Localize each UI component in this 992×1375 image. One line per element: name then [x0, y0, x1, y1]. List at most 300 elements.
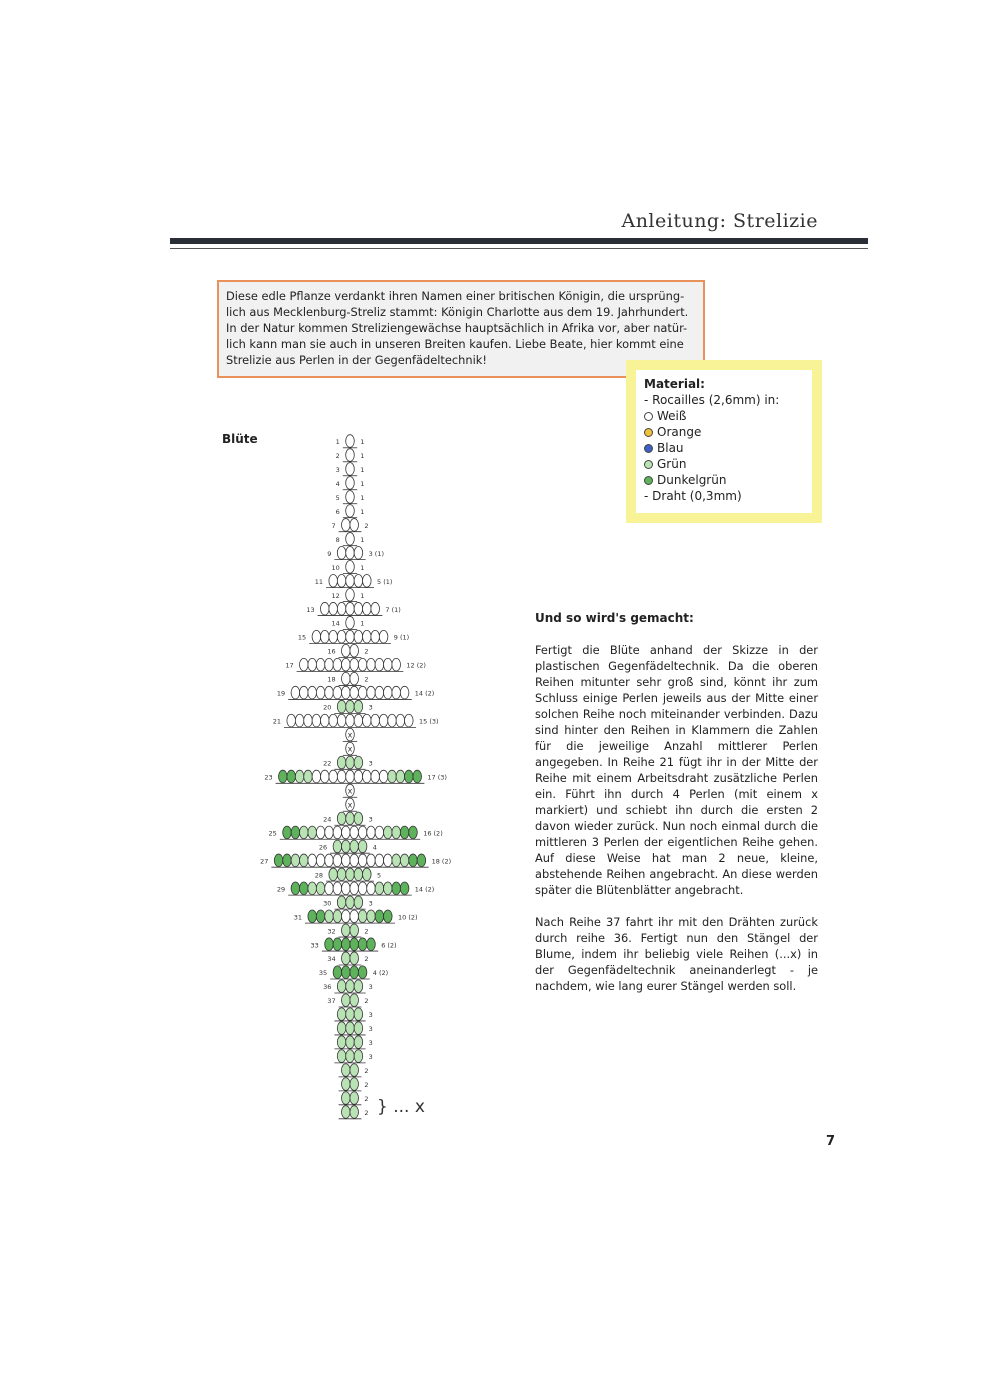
row-number: 8 [335, 535, 340, 544]
bead [337, 770, 346, 783]
bead [287, 714, 296, 727]
page-header-title: Anleitung: Strelizie [621, 210, 818, 232]
bead [346, 435, 355, 448]
row-number: 37 [327, 997, 336, 1006]
row-count: 2 [364, 997, 369, 1006]
bead [363, 770, 372, 783]
bead [375, 882, 384, 895]
bead [312, 630, 321, 643]
bead [333, 882, 342, 895]
bead [346, 561, 355, 574]
row-count: 1 [360, 591, 365, 600]
bead [346, 980, 355, 993]
bead [367, 910, 376, 923]
bead [342, 994, 351, 1007]
bead [358, 826, 367, 839]
bead [337, 812, 346, 825]
bead [342, 658, 351, 671]
bead [358, 686, 367, 699]
bead [329, 574, 338, 587]
row-count: 1 [360, 479, 365, 488]
row-count: 2 [364, 927, 369, 936]
bead [396, 770, 405, 783]
bead [350, 854, 359, 867]
bead [308, 882, 317, 895]
steps-title: Und so wird's gemacht: [535, 611, 694, 625]
bead [354, 980, 363, 993]
bead [358, 854, 367, 867]
bead [346, 477, 355, 490]
bead [333, 840, 342, 853]
bead [346, 1008, 355, 1021]
bead [354, 1036, 363, 1049]
bead [316, 826, 325, 839]
bead [279, 770, 288, 783]
bead [321, 630, 330, 643]
bead [333, 658, 342, 671]
bead [316, 854, 325, 867]
bead [342, 854, 351, 867]
bead [300, 882, 309, 895]
row-count: 14 (2) [414, 689, 435, 698]
bead [346, 547, 355, 560]
row-number: 34 [327, 955, 336, 964]
row-count: 2 [364, 647, 369, 656]
bead [396, 714, 405, 727]
bead [400, 854, 409, 867]
bead [354, 700, 363, 713]
bead [342, 938, 351, 951]
bead [312, 770, 321, 783]
row-count: 3 [368, 899, 373, 908]
row-number: 4 [335, 479, 340, 488]
row-count: 16 (2) [423, 829, 443, 838]
bead [350, 658, 359, 671]
bead [367, 658, 376, 671]
bead [342, 1106, 351, 1119]
row-count: 9 (1) [393, 633, 410, 642]
bead [400, 826, 409, 839]
bead [367, 882, 376, 895]
bead [342, 1078, 351, 1091]
row-number: 30 [323, 899, 332, 908]
bead [354, 770, 363, 783]
row-number: 18 [327, 675, 336, 684]
bead [291, 882, 300, 895]
bead [337, 1036, 346, 1049]
material-wire: - Draht (0,3mm) [644, 489, 742, 503]
bead [350, 1078, 359, 1091]
row-number: 9 [327, 549, 332, 558]
bead [346, 602, 355, 615]
bead [392, 826, 401, 839]
row-count: 2 [364, 1109, 369, 1117]
bead [342, 952, 351, 965]
x-mark: x [347, 744, 353, 754]
bead [300, 826, 309, 839]
row-count: 3 (1) [368, 549, 385, 558]
row-number: 29 [276, 885, 286, 894]
material-color-label: Dunkelgrün [657, 473, 727, 487]
bead [337, 980, 346, 993]
row-count: 6 (2) [381, 941, 397, 950]
bead [312, 714, 321, 727]
row-count: 3 [368, 759, 373, 768]
row-count: 4 [372, 843, 377, 852]
bead [358, 882, 367, 895]
bead [346, 1050, 355, 1063]
bead [321, 770, 330, 783]
bead [350, 994, 359, 1007]
bead [342, 910, 351, 923]
bead [346, 1022, 355, 1035]
bead [358, 840, 367, 853]
material-color-label: Grün [657, 457, 687, 471]
bead [346, 714, 355, 727]
bead [316, 686, 325, 699]
bead [304, 714, 313, 727]
bead [384, 882, 393, 895]
bead [283, 826, 292, 839]
bead [405, 770, 414, 783]
material-rocailles: - Rocailles (2,6mm) in: [644, 393, 780, 407]
row-count: 12 (2) [406, 661, 426, 670]
row-count: 3 [368, 983, 373, 992]
bead [346, 868, 355, 881]
row-count: 3 [368, 815, 373, 824]
row-count: 1 [360, 451, 365, 460]
bead [346, 505, 355, 518]
bead [316, 658, 325, 671]
bead [384, 854, 393, 867]
row-number: 20 [323, 703, 332, 712]
bead [350, 966, 359, 979]
bead [375, 910, 384, 923]
intro-line: lich kann man sie auch in unseren Breiten kaufen. Liebe Beate, hier kommt eine [226, 337, 684, 351]
row-count: 1 [360, 619, 365, 628]
row-count: 2 [364, 1067, 369, 1076]
x-mark: x [347, 786, 353, 796]
bead [358, 938, 367, 951]
row-number: 35 [318, 969, 328, 978]
bead [346, 463, 355, 476]
row-number: 33 [310, 941, 319, 950]
bead [342, 1064, 351, 1077]
bead [346, 574, 355, 587]
row-number: 17 [285, 661, 294, 670]
row-number: 22 [323, 759, 332, 768]
bead [371, 714, 380, 727]
bead [342, 686, 351, 699]
bead [342, 840, 351, 853]
bead [304, 770, 313, 783]
bead [375, 658, 384, 671]
steps-paragraph: Nach Reihe 37 fahrt ihr mit den Drähten zurück durch reihe 36. Fertigt nun den Stängel der Blume, indem ihr beliebig viele Reihen (...x) in der Gegenfädeltechnik aneinanderlegt - je nachdem, wie lang eurer Stängel werden soll. [535, 915, 818, 993]
bead [371, 770, 380, 783]
bead [350, 910, 359, 923]
row-number: 13 [306, 605, 315, 614]
row-number: 7 [331, 521, 336, 530]
row-number: 27 [260, 857, 269, 866]
bead [300, 686, 309, 699]
bead [346, 630, 355, 643]
bead [346, 700, 355, 713]
material-title: Material: [644, 377, 705, 391]
bead [333, 826, 342, 839]
row-number: 31 [293, 913, 302, 922]
bead [400, 882, 409, 895]
bead [350, 1064, 359, 1077]
bead [300, 854, 309, 867]
bead [392, 686, 401, 699]
row-count: 14 (2) [414, 885, 435, 894]
bead [316, 882, 325, 895]
bead [337, 1050, 346, 1063]
bead [274, 854, 283, 867]
bead [329, 630, 338, 643]
row-count: 15 (3) [419, 717, 439, 726]
bead [308, 854, 317, 867]
bead [350, 924, 359, 937]
bead [337, 714, 346, 727]
bead [346, 449, 355, 462]
bead [354, 547, 363, 560]
bead [388, 770, 397, 783]
row-count: 1 [360, 438, 365, 446]
bead [346, 770, 355, 783]
row-count: 1 [360, 563, 365, 572]
bead [337, 868, 346, 881]
bead [333, 854, 342, 867]
x-mark: x [347, 730, 353, 740]
row-count: 3 [368, 703, 373, 712]
bead [375, 686, 384, 699]
bead [283, 854, 292, 867]
bead [342, 519, 351, 532]
row-number: 24 [323, 815, 332, 824]
bead [337, 756, 346, 769]
bead [379, 714, 388, 727]
row-number: 11 [314, 577, 323, 586]
row-count: 2 [364, 955, 369, 964]
bead [291, 854, 300, 867]
bead [325, 938, 334, 951]
bead [367, 686, 376, 699]
bead [342, 1092, 351, 1105]
bead [329, 602, 338, 615]
bead [350, 1106, 359, 1119]
bead [358, 966, 367, 979]
bead [371, 602, 380, 615]
bead [333, 686, 342, 699]
bead [333, 966, 342, 979]
bead [333, 910, 342, 923]
bead [346, 812, 355, 825]
bead [350, 644, 359, 657]
bead [384, 826, 393, 839]
bead [354, 1050, 363, 1063]
bead [308, 910, 317, 923]
bead [308, 658, 317, 671]
intro-line: Diese edle Pflanze verdankt ihren Namen einer britischen Königin, die ursprüng- [226, 289, 685, 303]
row-number: 1 [335, 438, 340, 446]
row-number: 12 [331, 591, 340, 600]
bead [295, 770, 304, 783]
steps-body [535, 642, 818, 1010]
bead [291, 686, 300, 699]
row-number: 14 [331, 619, 340, 628]
bead [354, 714, 363, 727]
row-number: 5 [335, 493, 340, 502]
bead [350, 672, 359, 685]
bead [346, 896, 355, 909]
bead [337, 700, 346, 713]
bead [354, 812, 363, 825]
bead [409, 826, 418, 839]
bead [337, 574, 346, 587]
bead [379, 630, 388, 643]
page-number: 7 [826, 1134, 836, 1149]
bead [346, 756, 355, 769]
bead [363, 630, 372, 643]
bead [321, 714, 330, 727]
bead [325, 658, 334, 671]
intro-line: lich aus Mecklenburg-Streliz stammt: Königin Charlotte aus dem 19. Jahrhundert. [226, 305, 689, 319]
bead [329, 868, 338, 881]
bead [308, 826, 317, 839]
bead [325, 826, 334, 839]
row-number: 28 [314, 871, 323, 880]
bead [346, 533, 355, 546]
bead [363, 868, 372, 881]
row-count: 2 [364, 675, 369, 684]
bead [342, 826, 351, 839]
bead [329, 714, 338, 727]
bead [358, 658, 367, 671]
row-count: 5 (1) [377, 577, 393, 586]
bead [409, 854, 418, 867]
bead [337, 1022, 346, 1035]
row-number: 6 [335, 507, 340, 516]
bead [358, 910, 367, 923]
bead [384, 910, 393, 923]
bead [342, 644, 351, 657]
row-count: 1 [360, 535, 365, 544]
row-number: 19 [276, 689, 286, 698]
bead [367, 854, 376, 867]
bead [354, 630, 363, 643]
bead [350, 519, 359, 532]
row-number: 21 [272, 717, 281, 726]
bead [405, 714, 414, 727]
bead [350, 840, 359, 853]
bead [295, 714, 304, 727]
bead [342, 966, 351, 979]
row-number: 3 [335, 465, 340, 474]
bead [354, 756, 363, 769]
stem-repeat-note: } ... x [377, 1097, 425, 1118]
row-count: 3 [368, 1039, 373, 1048]
row-count: 2 [364, 1095, 369, 1104]
row-count: 1 [360, 465, 365, 474]
bead [287, 770, 296, 783]
row-count: 17 (3) [427, 773, 447, 782]
bead [350, 938, 359, 951]
material-color-label: Weiß [657, 409, 687, 423]
row-count: 5 [377, 871, 382, 880]
bead [363, 602, 372, 615]
intro-line: In der Natur kommen Streliziengewächse hauptsächlich in Afrika vor, aber natür- [226, 321, 688, 335]
row-count: 7 (1) [385, 605, 401, 614]
bead [400, 686, 409, 699]
bead [325, 910, 334, 923]
bead [388, 714, 397, 727]
bead [371, 630, 380, 643]
bead [350, 826, 359, 839]
bead [354, 1008, 363, 1021]
bead [363, 714, 372, 727]
bead [325, 854, 334, 867]
bead [384, 658, 393, 671]
steps-paragraph: Fertigt die Blüte anhand der Skizze in der plastischen Gegenfädeltechnik. Da die oberen Reihen mitunter sehr groß sind, könnt ihr zum Schluss einige Perlen jeweils aus der Mitte einer solchen Reihe noch miteinander verbinden. Dazu sind hinter den Reihen in Klammern die Zahlen für die jeweilige Anzahl mittlerer Perlen angegeben. In Reihe 21 fügt ihr in der Mitte der Reihe mit einem Arbeitsdraht zusätzliche Perlen ein. Führt ihn durch 4 Perlen (mit einem x markiert) und schiebt ihn durch die ersten 2 davon wieder zurück. Nun noch einmal durch die mittleren 3 Perlen der eigentlichen Reihe gehen. Auf diese Weise hat man 2 neue, kleine, abstehende Reihen angebracht. An diese werden später die Blütenblätter angebracht. [535, 643, 818, 897]
bead [350, 952, 359, 965]
bead [300, 658, 309, 671]
bead [354, 574, 363, 587]
bead [346, 491, 355, 504]
section-label-bluete: Blüte [222, 432, 258, 446]
bead [384, 686, 393, 699]
row-number: 15 [297, 633, 307, 642]
bead [367, 826, 376, 839]
bead [413, 770, 422, 783]
row-number: 16 [327, 647, 336, 656]
row-number: 32 [327, 927, 336, 936]
bead [321, 602, 330, 615]
bead [379, 770, 388, 783]
bead [354, 602, 363, 615]
row-number: 25 [268, 829, 277, 838]
bead [392, 882, 401, 895]
bead [367, 938, 376, 951]
row-count: 1 [360, 493, 365, 502]
bead [354, 1022, 363, 1035]
bead [363, 574, 372, 587]
bead [342, 924, 351, 937]
bead [354, 868, 363, 881]
material-color-label: Blau [657, 441, 684, 455]
row-count: 3 [368, 1011, 373, 1020]
row-count: 2 [364, 521, 369, 530]
bead [350, 686, 359, 699]
bead [342, 882, 351, 895]
bead [316, 910, 325, 923]
bead [291, 826, 300, 839]
bead [346, 616, 355, 629]
material-color-label: Orange [657, 425, 702, 439]
bead [375, 826, 384, 839]
bead [375, 854, 384, 867]
row-count: 3 [368, 1053, 373, 1062]
bead [392, 854, 401, 867]
row-count: 10 (2) [398, 913, 418, 922]
x-mark: x [347, 800, 353, 810]
bead [337, 547, 346, 560]
bead [337, 896, 346, 909]
bead [354, 896, 363, 909]
bead [346, 588, 355, 601]
bead [329, 770, 338, 783]
bead [342, 672, 351, 685]
